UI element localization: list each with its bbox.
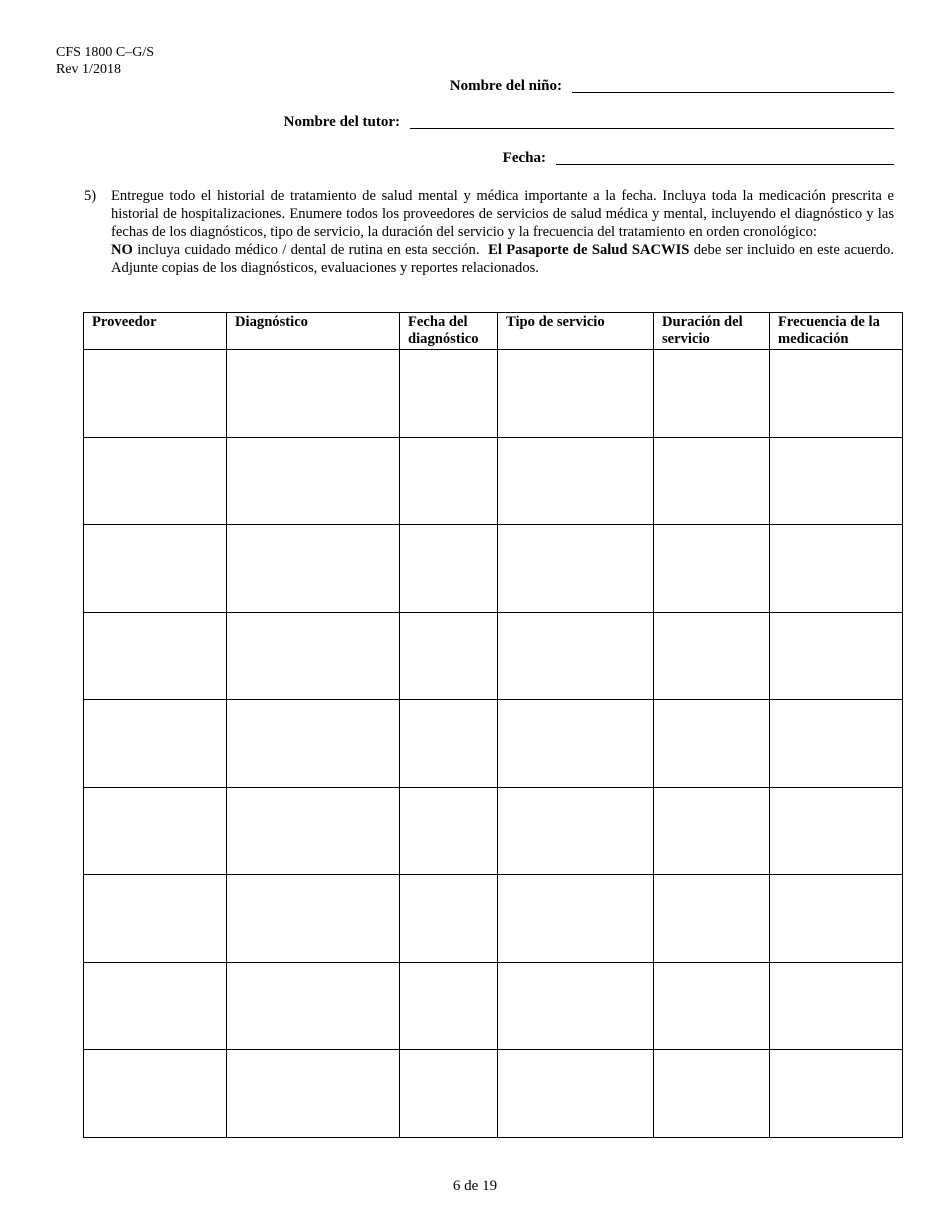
guardian-name-label: Nombre del tutor: bbox=[283, 114, 400, 130]
table-cell[interactable] bbox=[770, 875, 903, 963]
table-cell[interactable] bbox=[227, 787, 400, 875]
table-cell[interactable] bbox=[227, 525, 400, 613]
instructions-section bbox=[84, 187, 894, 277]
table-cell[interactable] bbox=[770, 787, 903, 875]
table-cell[interactable] bbox=[498, 962, 654, 1050]
table-cell[interactable] bbox=[400, 612, 498, 700]
table-cell[interactable] bbox=[498, 612, 654, 700]
instructions-note bbox=[111, 241, 894, 277]
table-cell[interactable] bbox=[84, 962, 227, 1050]
date-label: Fecha: bbox=[502, 150, 546, 166]
table-cell[interactable] bbox=[84, 875, 227, 963]
table-cell[interactable] bbox=[84, 612, 227, 700]
column-header-diagnosis: Diagnóstico bbox=[227, 313, 400, 350]
table-cell[interactable] bbox=[654, 962, 770, 1050]
child-name-label: Nombre del niño: bbox=[449, 78, 562, 94]
page-number: 6 de 19 bbox=[452, 1178, 498, 1194]
table-cell[interactable] bbox=[84, 1050, 227, 1138]
table-cell[interactable] bbox=[227, 1050, 400, 1138]
guardian-name-field bbox=[284, 114, 894, 131]
table-cell[interactable] bbox=[84, 787, 227, 875]
table-cell[interactable] bbox=[498, 1050, 654, 1138]
table-cell[interactable] bbox=[770, 437, 903, 525]
child-name-field bbox=[450, 78, 894, 95]
table-cell[interactable] bbox=[400, 962, 498, 1050]
table-cell[interactable] bbox=[84, 700, 227, 788]
table-row bbox=[84, 962, 903, 1050]
table-cell[interactable] bbox=[498, 350, 654, 438]
table-cell[interactable] bbox=[227, 437, 400, 525]
instructions-paragraph: Entregue todo el historial de tratamiento de salud mental y médica importante a la fecha. Incluya toda la medicación prescrita e historial de hospitalizaciones. Enumere todos los proveedores de servicios de salud médica y mental, incluyendo el diagnóstico y las fechas de los diagnósticos, tipo de servicio, la duración del servicio y la frecuencia del tratamiento en orden cronológico: bbox=[111, 188, 894, 240]
table-cell[interactable] bbox=[400, 525, 498, 613]
table-row bbox=[84, 350, 903, 438]
column-header-medication-frequency: Frecuencia de la medicación bbox=[770, 313, 903, 350]
table-cell[interactable] bbox=[400, 437, 498, 525]
table-cell[interactable] bbox=[400, 1050, 498, 1138]
table-cell[interactable] bbox=[770, 1050, 903, 1138]
table-cell[interactable] bbox=[498, 787, 654, 875]
item-number: 5) bbox=[84, 188, 97, 204]
table-cell[interactable] bbox=[227, 700, 400, 788]
no-routine-text: incluya cuidado médico / dental de rutina en esta sección. bbox=[132, 242, 489, 258]
table-header-row bbox=[84, 313, 903, 350]
table-cell[interactable] bbox=[400, 700, 498, 788]
table-cell[interactable] bbox=[654, 787, 770, 875]
table-cell[interactable] bbox=[770, 525, 903, 613]
table-row bbox=[84, 437, 903, 525]
table-row bbox=[84, 700, 903, 788]
table-cell[interactable] bbox=[84, 525, 227, 613]
table-cell[interactable] bbox=[654, 525, 770, 613]
table-cell[interactable] bbox=[654, 700, 770, 788]
table-cell[interactable] bbox=[498, 700, 654, 788]
passport-text: debe ser incluido en este acuerdo. Adjunte copias de los diagnósticos, evaluaciones y reportes relacionados. bbox=[111, 242, 894, 276]
table-cell[interactable] bbox=[498, 437, 654, 525]
column-header-provider: Proveedor bbox=[84, 313, 227, 350]
table-row bbox=[84, 875, 903, 963]
date-field bbox=[503, 150, 894, 167]
column-header-diagnosis-date: Fecha del diagnóstico bbox=[400, 313, 498, 350]
table-cell[interactable] bbox=[654, 350, 770, 438]
table-row bbox=[84, 612, 903, 700]
date-input-line[interactable] bbox=[556, 163, 894, 165]
table-cell[interactable] bbox=[227, 612, 400, 700]
table-cell[interactable] bbox=[770, 700, 903, 788]
table-cell[interactable] bbox=[84, 437, 227, 525]
table-row bbox=[84, 525, 903, 613]
table-cell[interactable] bbox=[498, 525, 654, 613]
table-row bbox=[84, 1050, 903, 1138]
form-identifier bbox=[56, 44, 154, 78]
table-cell[interactable] bbox=[770, 962, 903, 1050]
table-row bbox=[84, 787, 903, 875]
table-cell[interactable] bbox=[400, 787, 498, 875]
table-cell[interactable] bbox=[498, 875, 654, 963]
table-cell[interactable] bbox=[654, 875, 770, 963]
guardian-name-input-line[interactable] bbox=[410, 127, 894, 129]
no-emphasis: NO bbox=[111, 242, 133, 258]
passport-emphasis: El Pasaporte de Salud SACWIS bbox=[488, 242, 690, 258]
table-cell[interactable] bbox=[227, 962, 400, 1050]
column-header-service-duration: Duración del servicio bbox=[654, 313, 770, 350]
table-cell[interactable] bbox=[227, 350, 400, 438]
table-cell[interactable] bbox=[654, 612, 770, 700]
table-cell[interactable] bbox=[227, 875, 400, 963]
child-name-input-line[interactable] bbox=[572, 91, 894, 93]
table-cell[interactable] bbox=[654, 1050, 770, 1138]
table-cell[interactable] bbox=[654, 437, 770, 525]
table-cell[interactable] bbox=[400, 875, 498, 963]
column-header-service-type: Tipo de servicio bbox=[498, 313, 654, 350]
table-cell[interactable] bbox=[400, 350, 498, 438]
form-revision: Rev 1/2018 bbox=[56, 62, 121, 77]
table-cell[interactable] bbox=[770, 612, 903, 700]
form-code: CFS 1800 C–G/S bbox=[56, 45, 155, 60]
table-cell[interactable] bbox=[770, 350, 903, 438]
table-cell[interactable] bbox=[84, 350, 227, 438]
treatment-history-table bbox=[83, 312, 903, 1138]
